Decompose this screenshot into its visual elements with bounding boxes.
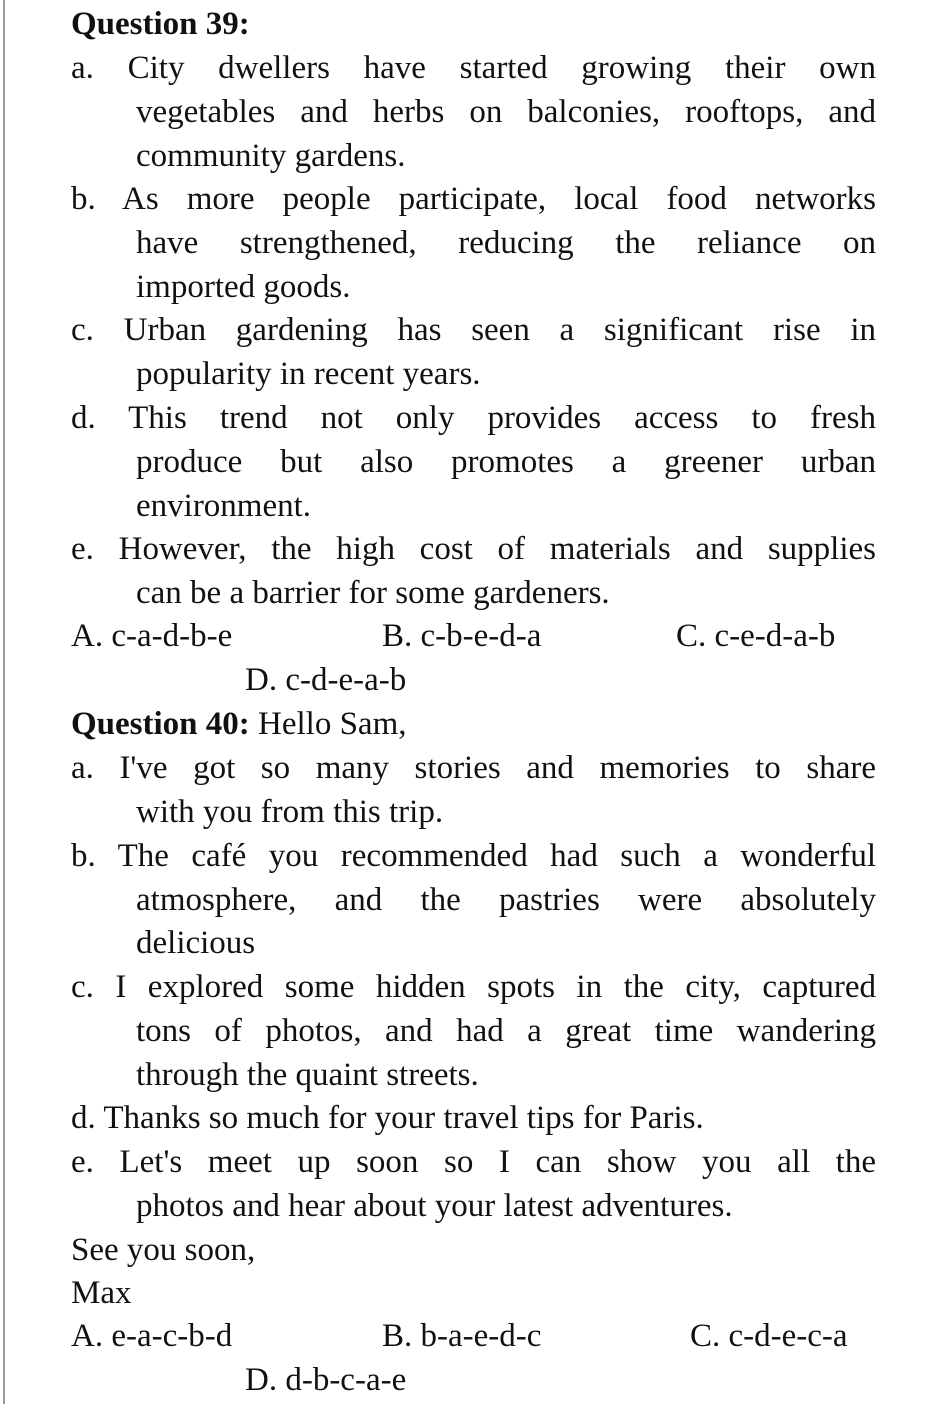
q39-item-b-line-2: have strengthened, reducing the reliance on	[136, 225, 876, 261]
letter-closing: See you soon,	[71, 1232, 256, 1268]
q39-option-d[interactable]: D. c-d-e-a-b	[245, 662, 407, 698]
q39-item-b-line-3: imported goods.	[136, 269, 351, 305]
q39-item-d-line-1: d. This trend not only provides access to fresh	[71, 400, 876, 436]
question-39-heading	[71, 2, 933, 46]
q40-item-c-line-3: through the quaint streets.	[136, 1057, 479, 1093]
q39-item-c-line-2: popularity in recent years.	[136, 356, 481, 392]
q39-item-b-line-1: b. As more people participate, local food networks	[71, 181, 876, 217]
q40-option-d[interactable]: D. d-b-c-a-e	[245, 1362, 407, 1398]
q40-item-c-line-1: c. I explored some hidden spots in the city, captured	[71, 969, 876, 1005]
q40-item-b-line-1: b. The café you recommended had such a wonderful	[71, 838, 876, 874]
q39-item-a-line-1: a. City dwellers have started growing their own	[71, 50, 876, 86]
q40-item-e-line-2: photos and hear about your latest adventures.	[136, 1188, 733, 1224]
q39-item-e-line-2: can be a barrier for some gardeners.	[136, 575, 610, 611]
q40-item-e-line-1: e. Let's meet up soon so I can show you all the	[71, 1144, 876, 1180]
q39-item-d-line-2: produce but also promotes a greener urban	[136, 444, 876, 480]
q39-option-a[interactable]: A. c-a-d-b-e	[71, 618, 233, 654]
letter-greeting: Hello Sam,	[258, 706, 407, 742]
question-40-heading	[71, 702, 933, 746]
page-left-border	[3, 0, 5, 1404]
q40-item-a-line-1: a. I've got so many stories and memories to share	[71, 750, 876, 786]
q40-item-c-line-2: tons of photos, and had a great time wandering	[136, 1013, 876, 1049]
q40-item-d-line-1: d. Thanks so much for your travel tips for Paris.	[71, 1100, 704, 1136]
question-39-label: Question 39:	[71, 6, 250, 42]
q39-item-a-line-2: vegetables and herbs on balconies, rooftops, and	[136, 94, 876, 130]
q39-option-b[interactable]: B. c-b-e-d-a	[382, 618, 542, 654]
q39-option-c[interactable]: C. c-e-d-a-b	[676, 618, 836, 654]
q39-item-e-line-1: e. However, the high cost of materials and supplies	[71, 531, 876, 567]
letter-signature: Max	[71, 1275, 132, 1311]
q40-item-b-line-3: delicious	[136, 925, 256, 961]
q40-option-a[interactable]: A. e-a-c-b-d	[71, 1318, 233, 1354]
q40-item-b-line-2: atmosphere, and the pastries were absolutely	[136, 882, 876, 918]
q40-option-c[interactable]: C. c-d-e-c-a	[690, 1318, 848, 1354]
q39-item-c-line-1: c. Urban gardening has seen a significant rise in	[71, 312, 876, 348]
question-40-label: Question 40:	[71, 706, 250, 742]
q39-item-a-line-3: community gardens.	[136, 138, 406, 174]
q40-item-a-line-2: with you from this trip.	[136, 794, 444, 830]
q40-option-b[interactable]: B. b-a-e-d-c	[382, 1318, 542, 1354]
q39-item-d-line-3: environment.	[136, 488, 312, 524]
